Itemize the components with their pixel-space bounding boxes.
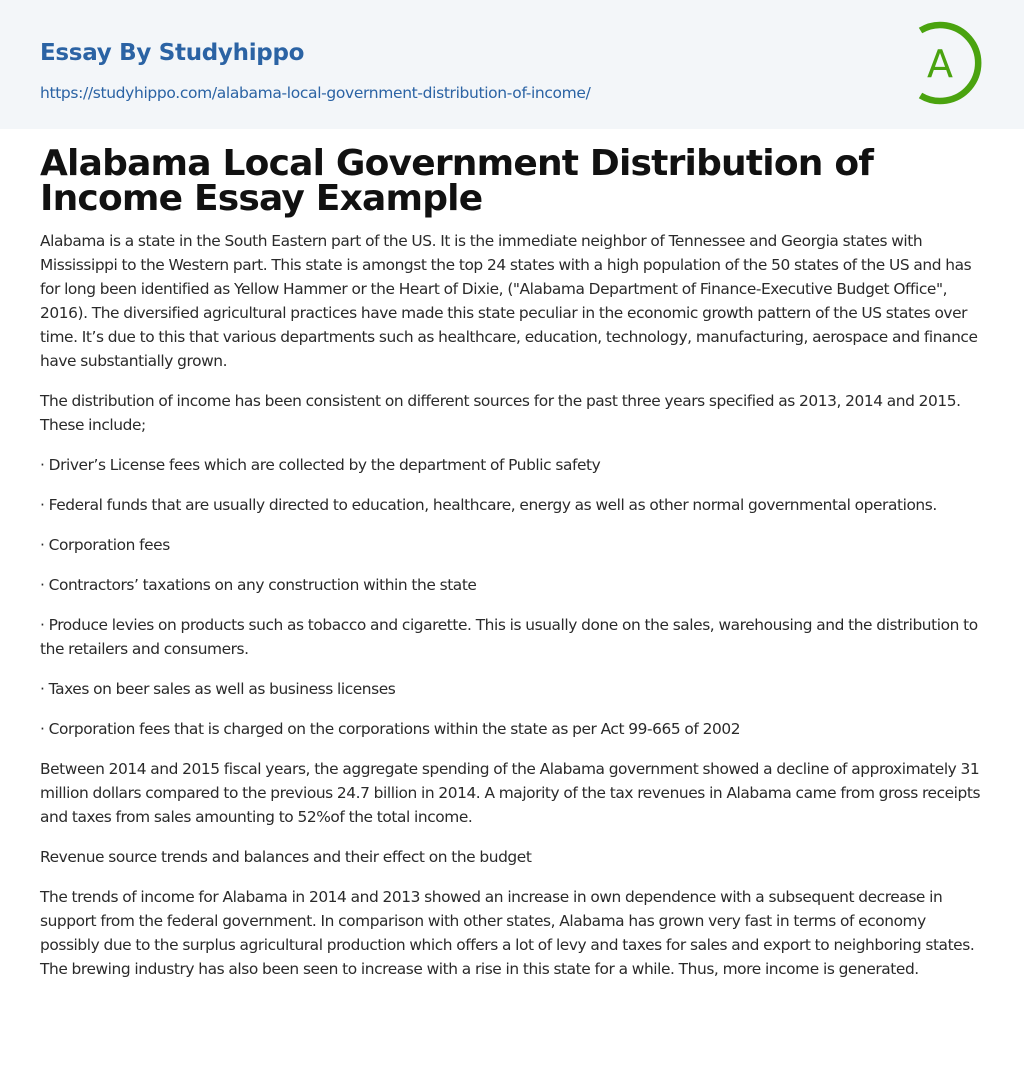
list-item: · Corporation fees that is charged on the corporations within the state as per Act 99-665 of 2002 xyxy=(40,720,741,738)
studyhippo-logo[interactable] xyxy=(906,18,990,108)
list-item: · Produce levies on products such as tobacco and cigarette. This is usually done on the sales, warehousing and the distribution to the retailers and consumers. xyxy=(40,616,978,658)
section-subheading: Revenue source trends and balances and their effect on the budget xyxy=(40,848,532,866)
site-header xyxy=(0,0,1024,129)
article-paragraph: Between 2014 and 2015 fiscal years, the aggregate spending of the Alabama government showed a decline of approximately 31 million dollars compared to the previous 24.7 billion in 2014. A majority of the tax revenues in Alabama came from gross receipts and taxes from sales amounting to 52%of the total income. xyxy=(40,760,981,826)
article-paragraph: The trends of income for Alabama in 2014 and 2013 showed an increase in own dependence with a subsequent decrease in support from the federal government. In comparison with other states, Alabama has grown very fast in terms of economy possibly due to the surplus agricultural production which offers a lot of levy and taxes for sales and export to neighboring states. The brewing industry has also been seen to increase with a rise in this state for a while. Thus, more income is generated. xyxy=(40,888,975,978)
list-item: · Federal funds that are usually directed to education, healthcare, energy as well as other normal governmental operations. xyxy=(40,496,937,514)
article-paragraph: The distribution of income has been consistent on different sources for the past three years specified as 2013, 2014 and 2015. These include; xyxy=(40,392,961,434)
list-item: · Corporation fees xyxy=(40,536,170,554)
list-item: · Taxes on beer sales as well as business licenses xyxy=(40,680,396,698)
list-item: · Driver’s License fees which are collected by the department of Public safety xyxy=(40,456,601,474)
list-item: · Contractors’ taxations on any construction within the state xyxy=(40,576,477,594)
article xyxy=(40,143,985,997)
essay-url-link[interactable]: https://studyhippo.com/alabama-local-government-distribution-of-income/ xyxy=(40,84,591,102)
site-title[interactable]: Essay By Studyhippo xyxy=(40,40,305,66)
studyhippo-a-logo-icon xyxy=(906,18,990,108)
article-title: Alabama Local Government Distribution of Income Essay Example xyxy=(40,143,874,219)
logo-letter: A xyxy=(927,42,953,86)
article-paragraph: Alabama is a state in the South Eastern part of the US. It is the immediate neighbor of Tennessee and Georgia states with Mississippi to the Western part. This state is amongst the top 24 states with a high population of the 50 states of the US and has for long been identified as Yellow Hammer or the Heart of Dixie, ("Alabama Department of Finance-Executive Budget Office", 2016). The diversified agricultural practices have made this state peculiar in the economic growth pattern of the US states over time. It’s due to this that various departments such as healthcare, education, technology, manufacturing, aerospace and finance have substantially grown. xyxy=(40,232,978,370)
